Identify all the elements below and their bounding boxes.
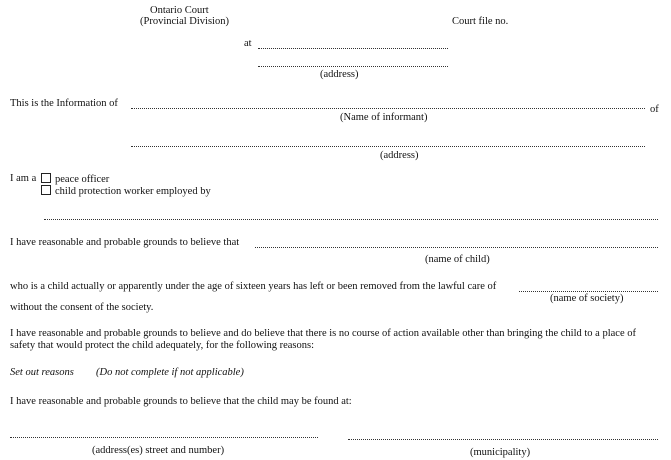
address-line[interactable] xyxy=(258,66,448,67)
no-course-line2: safety that would protect the child adequately, for the following reasons: xyxy=(10,340,315,351)
without-consent-text: without the consent of the society. xyxy=(10,302,154,313)
child-removed-text: who is a child actually or apparently under the age of sixteen years has left or been removed from the lawful care of xyxy=(10,281,497,292)
employer-line[interactable] xyxy=(44,219,658,220)
child-name-caption: (name of child) xyxy=(425,254,490,265)
informant-name-line[interactable] xyxy=(131,108,645,109)
informant-address-line[interactable] xyxy=(131,146,645,147)
peace-officer-label: peace officer xyxy=(55,174,110,185)
child-name-line[interactable] xyxy=(255,247,658,248)
society-name-line[interactable] xyxy=(519,291,658,292)
cpw-checkbox[interactable] xyxy=(41,185,51,195)
information-intro: This is the Information of xyxy=(10,98,118,109)
street-caption: (address(es) street and number) xyxy=(92,445,225,456)
informant-name-caption: (Name of informant) xyxy=(340,112,428,123)
municipality-caption: (municipality) xyxy=(470,447,531,458)
address-caption: (address) xyxy=(320,69,359,80)
municipality-field[interactable] xyxy=(348,439,658,440)
society-name-caption: (name of society) xyxy=(550,293,624,304)
do-not-complete-note: (Do not complete if not applicable) xyxy=(96,367,244,378)
set-out-reasons-label: Set out reasons xyxy=(10,367,74,378)
at-line[interactable] xyxy=(258,48,448,49)
court-name: Ontario Court xyxy=(150,5,209,16)
found-at-text: I have reasonable and probable grounds to believe that the child may be found at: xyxy=(10,396,352,407)
at-label: at xyxy=(244,38,252,49)
cpw-label: child protection worker employed by xyxy=(55,186,211,197)
street-address-field[interactable] xyxy=(10,437,318,438)
court-division: (Provincial Division) xyxy=(140,16,229,27)
i-am-a-label: I am a xyxy=(10,173,37,184)
informant-address-caption: (address) xyxy=(380,150,419,161)
court-file-label: Court file no. xyxy=(452,16,509,27)
grounds-text: I have reasonable and probable grounds to believe that xyxy=(10,237,240,248)
no-course-line1: I have reasonable and probable grounds to believe and do believe that there is no course of action available other than bringing the child to a place of xyxy=(10,328,636,339)
peace-officer-checkbox[interactable] xyxy=(41,173,51,183)
cpw-option[interactable] xyxy=(41,185,211,198)
of-label: of xyxy=(650,104,659,115)
